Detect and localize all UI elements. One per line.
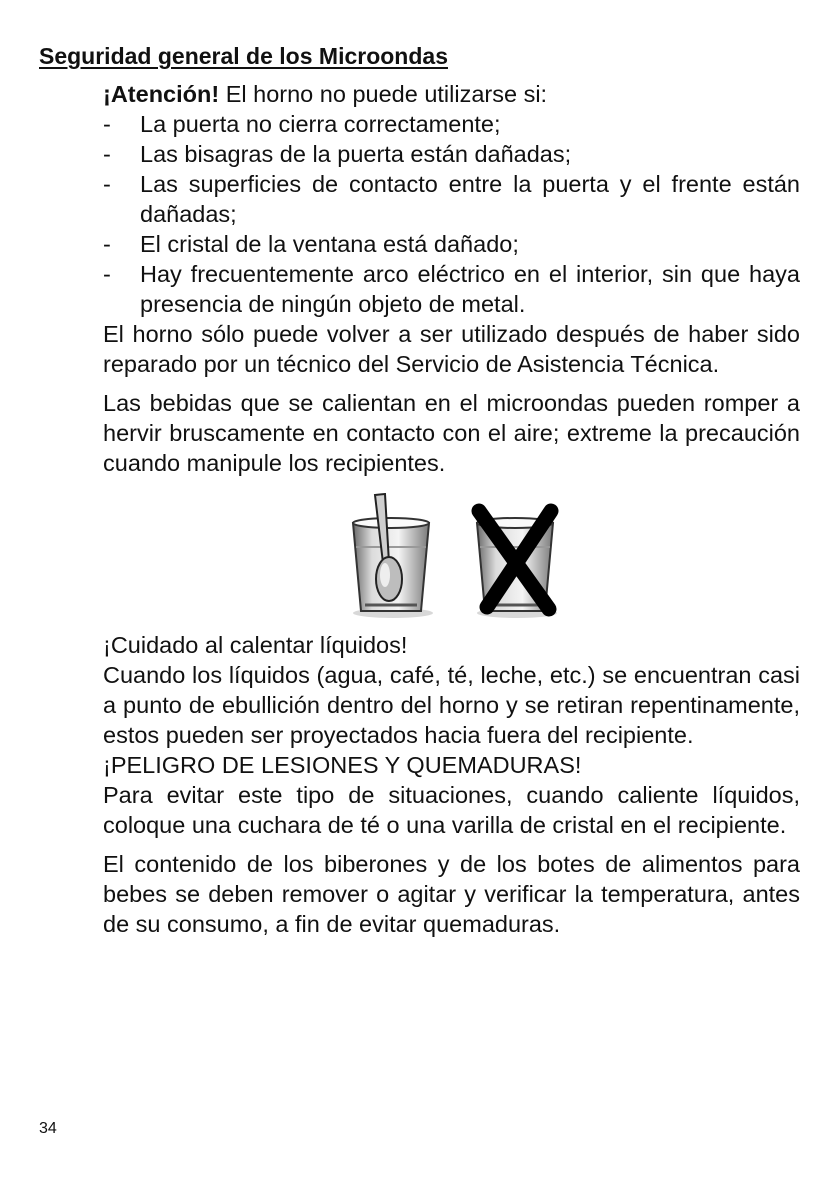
list-item-text: La puerta no cierra correctamente; — [140, 111, 501, 137]
list-item — [103, 169, 800, 229]
attention-line — [103, 79, 800, 109]
conditions-list — [103, 109, 800, 319]
section-heading: Seguridad general de los Microondas — [39, 43, 448, 69]
attention-label: ¡Atención! — [103, 81, 220, 107]
page-number: 34 — [39, 1120, 57, 1137]
prevention-text: Para evitar este tipo de situaciones, cuando caliente líquidos, coloque una cuchara de té o una varilla de cristal en el recipiente. — [103, 782, 800, 838]
list-item — [103, 229, 800, 259]
list-bullet: - — [103, 141, 111, 167]
list-bullet: - — [103, 111, 111, 137]
liquids-text: Cuando los líquidos (agua, café, té, leche, etc.) se encuentran casi a punto de ebullición dentro del horno y se retiran repentinamente, estos pueden ser proyectados hacia fuera del recipiente. — [103, 662, 800, 748]
attention-text: El horno no puede utilizarse si: — [219, 81, 548, 107]
glass-with-spoon-icon — [345, 493, 435, 621]
drinks-warning: Las bebidas que se calientan en el microondas pueden romper a hervir bruscamente en contacto con el aire; extreme la precaución cuando manipule los recipientes. — [103, 390, 800, 476]
list-bullet: - — [103, 231, 111, 257]
list-item-text: El cristal de la ventana está dañado; — [140, 231, 519, 257]
list-bullet: - — [103, 171, 111, 197]
list-bullet: - — [103, 261, 111, 287]
list-item — [103, 259, 800, 319]
list-item-text: Las bisagras de la puerta están dañadas; — [140, 141, 572, 167]
liquids-title: ¡Cuidado al calentar líquidos! — [103, 632, 408, 658]
list-item — [103, 109, 800, 139]
list-item-text: Hay frecuentemente arco eléctrico en el interior, sin que haya presencia de ningún objeto de metal. — [140, 261, 800, 317]
liquid-illustration — [103, 493, 800, 621]
baby-food-text: El contenido de los biberones y de los botes de alimentos para bebes se deben remover o agitar y verificar la temperatura, antes de su consumo, a fin de evitar quemaduras. — [103, 851, 800, 937]
section-body — [103, 79, 800, 939]
danger-warning: ¡PELIGRO DE LESIONES Y QUEMADURAS! — [103, 752, 582, 778]
list-item — [103, 139, 800, 169]
list-item-text: Las superficies de contacto entre la puerta y el frente están dañadas; — [140, 171, 800, 227]
glass-crossed-out-icon — [469, 493, 559, 621]
repair-note: El horno sólo puede volver a ser utilizado después de haber sido reparado por un técnico del Servicio de Asistencia Técnica. — [103, 321, 800, 377]
